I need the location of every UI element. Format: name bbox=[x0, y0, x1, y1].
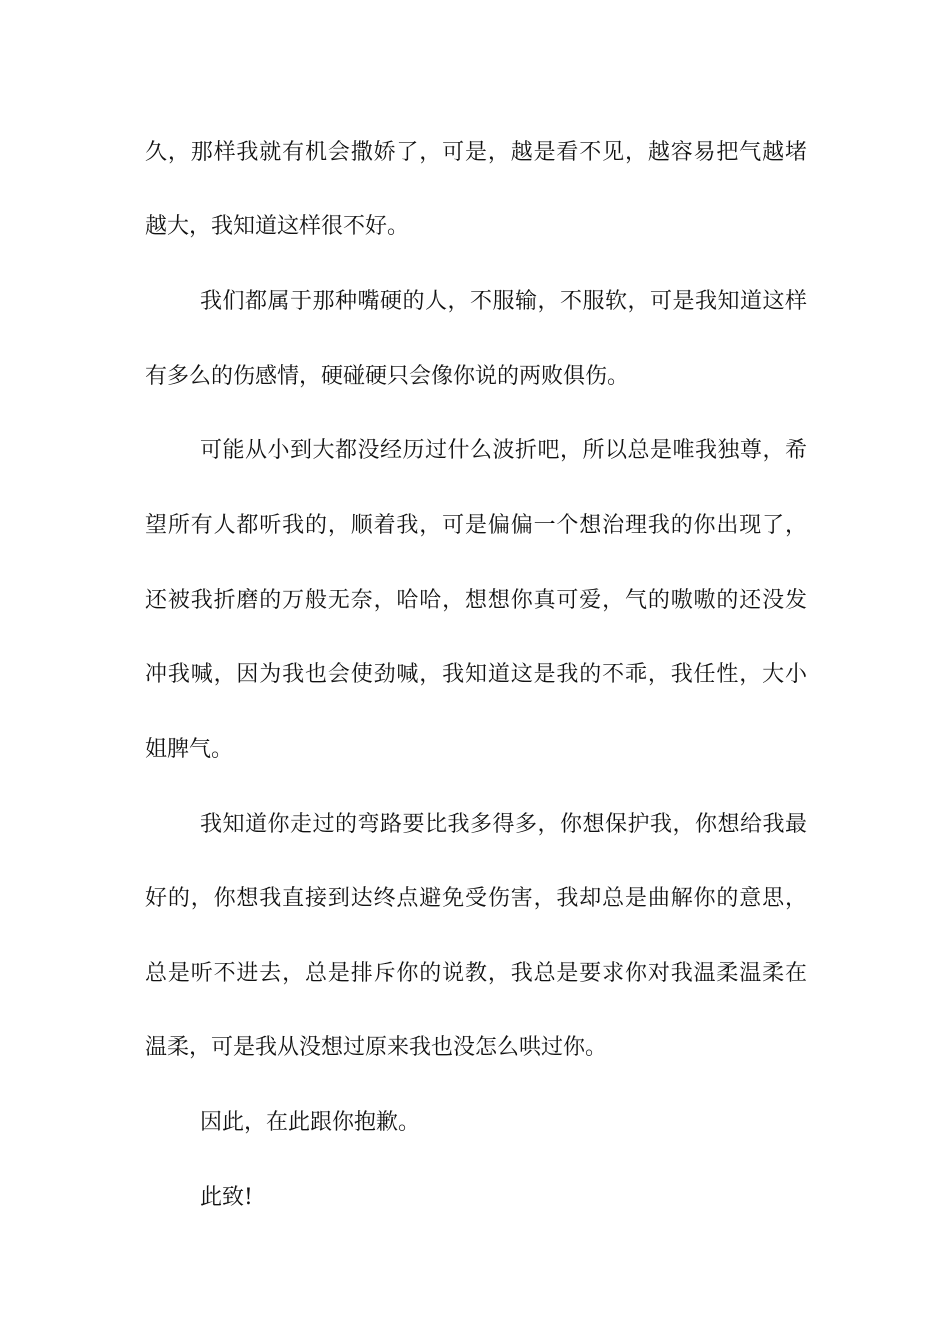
paragraph-first-line: 我知道你走过的弯路要比我多得多，你想保护我，你想给我最 bbox=[200, 812, 807, 837]
text-line: 越大，我知道这样很不好。 bbox=[145, 214, 410, 239]
text-line: 望所有人都听我的，顺着我，可是偏偏一个想治理我的你出现了， bbox=[145, 513, 807, 538]
text-line: 姐脾气。 bbox=[145, 737, 234, 762]
text-line: 有多么的伤感情，硬碰硬只会像你说的两败俱伤。 bbox=[145, 364, 630, 389]
paragraph-first-line: 我们都属于那种嘴硬的人，不服输，不服软，可是我知道这样 bbox=[200, 289, 807, 314]
text-line: 好的，你想我直接到达终点避免受伤害，我却总是曲解你的意思， bbox=[145, 886, 807, 911]
text-line: 久，那样我就有机会撒娇了，可是，越是看不见，越容易把气越堵 bbox=[145, 140, 807, 165]
text-line: 冲我喊，因为我也会使劲喊，我知道这是我的不乖，我任性，大小 bbox=[145, 662, 807, 687]
paragraph-first-line: 因此，在此跟你抱歉。 bbox=[200, 1110, 421, 1135]
text-line: 还被我折磨的万般无奈，哈哈，想想你真可爱，气的嗷嗷的还没发 bbox=[145, 588, 807, 613]
text-line: 总是听不进去，总是排斥你的说教，我总是要求你对我温柔温柔在 bbox=[145, 961, 807, 986]
closing-salutation: 此致! bbox=[200, 1185, 253, 1210]
text-line: 温柔，可是我从没想过原来我也没怎么哄过你。 bbox=[145, 1035, 608, 1060]
paragraph-first-line: 可能从小到大都没经历过什么波折吧，所以总是唯我独尊，希 bbox=[200, 438, 807, 463]
